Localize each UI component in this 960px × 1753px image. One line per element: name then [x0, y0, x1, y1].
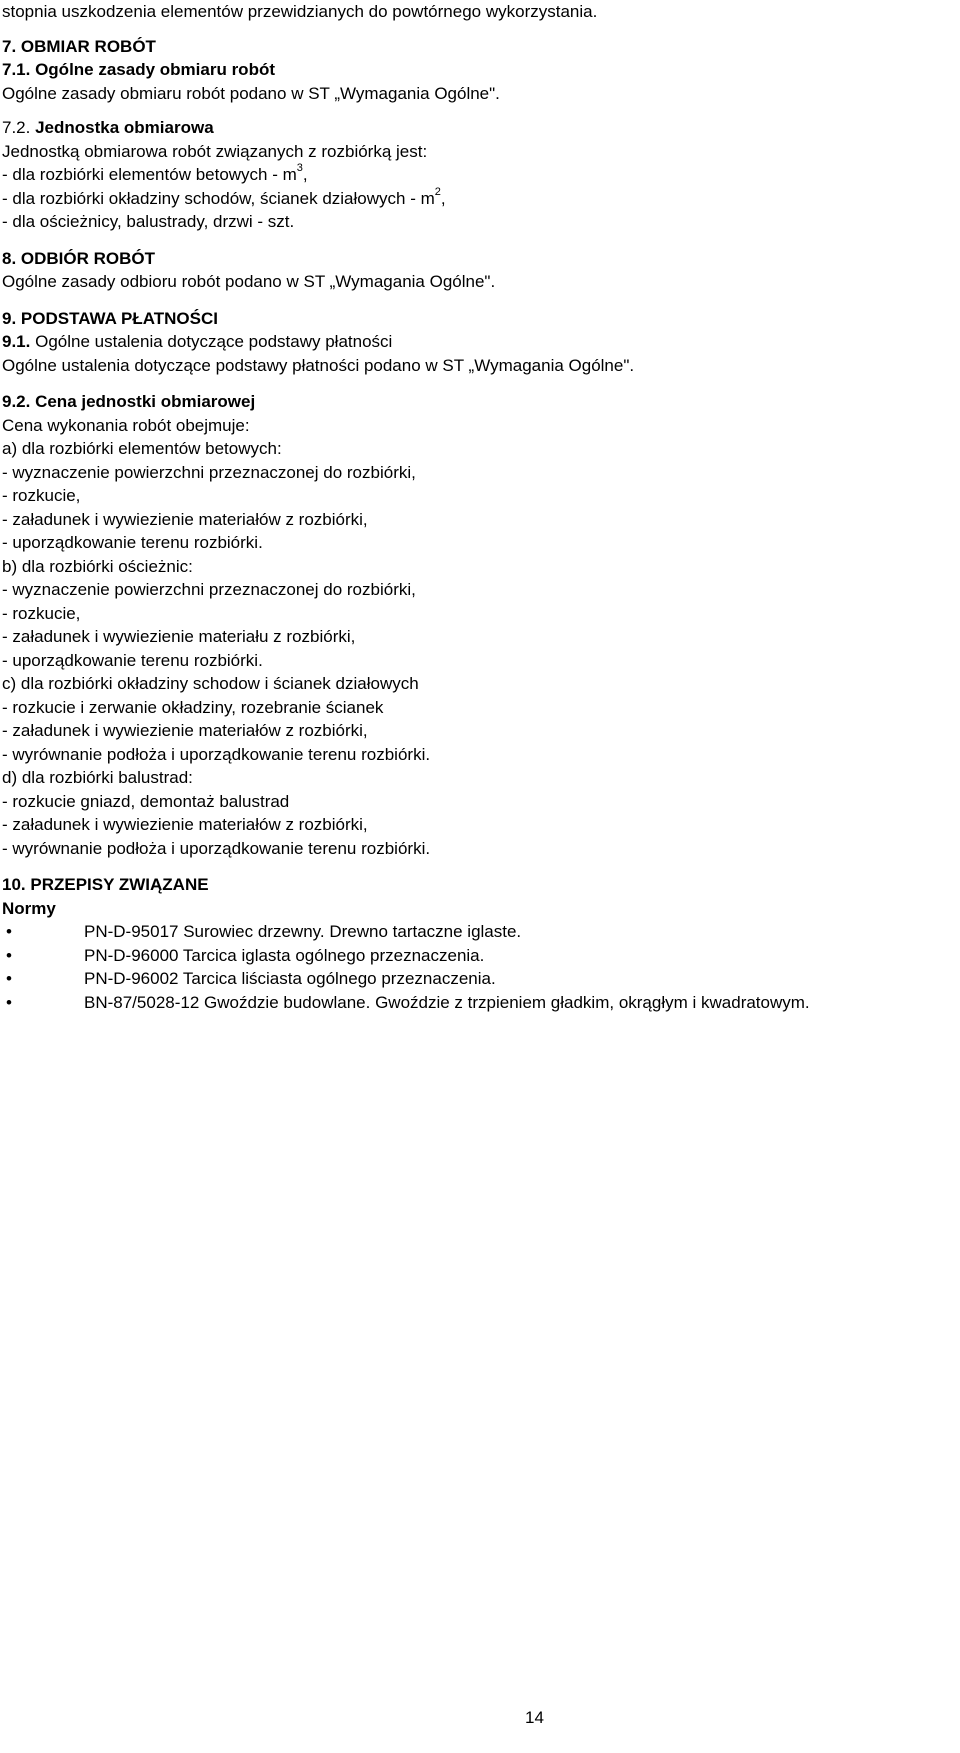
price-line: - załadunek i wywiezienie materiałów z rozbiórki,: [2, 815, 368, 834]
bullet-icon: •: [6, 992, 12, 1012]
norm-text: PN-D-96000 Tarcica iglasta ogólnego przeznaczenia.: [84, 945, 485, 965]
price-line: a) dla rozbiórki elementów betowych:: [2, 439, 282, 458]
price-line: - uporządkowanie terenu rozbiórki.: [2, 650, 263, 670]
document-page: [2, 0, 957, 1014]
price-line: Cena wykonania robót obejmuje:: [2, 415, 250, 435]
price-line: - wyrównanie podłoża i uporządkowanie terenu rozbiórki.: [2, 838, 431, 858]
norm-text: BN-87/5028-12 Gwoździe budowlane. Gwoździe z trzpieniem gładkim, okrągłym i kwadratowym.: [84, 992, 810, 1012]
section-7-2-intro: Jednostką obmiarowa robót związanych z rozbiórką jest:: [2, 141, 428, 161]
price-line: - wyznaczenie powierzchni przeznaczonej do rozbiórki,: [2, 462, 416, 482]
section-7-1-heading: 7.1. Ogólne zasady obmiaru robót: [2, 60, 275, 79]
list-item: [2, 920, 957, 944]
section-9-2-body: [2, 414, 957, 861]
section-9-1-heading: [2, 330, 957, 354]
price-line: - rozkucie,: [2, 486, 81, 505]
price-line: - załadunek i wywiezienie materiałów z rozbiórki,: [2, 509, 368, 529]
unit-line-cladding: - dla rozbiórki okładziny schodów, ścianek działowych - $m^2$,: [2, 185, 446, 208]
list-item: [2, 991, 957, 1015]
section-7-2-number: 7.2.: [2, 118, 31, 137]
price-line: - wyrównanie podłoża i uporządkowanie terenu rozbiórki.: [2, 744, 431, 764]
section-9-1-title: Ogólne ustalenia dotyczące podstawy płatności: [35, 332, 393, 351]
price-line: - uporządkowanie terenu rozbiórki.: [2, 533, 263, 552]
section-9-1-text: Ogólne ustalenia dotyczące podstawy płatności podano w ST „Wymagania Ogólne".: [2, 355, 635, 375]
section-7-2-title: Jednostka obmiarowa: [35, 118, 214, 137]
section-7-heading: 7. OBMIAR ROBÓT: [2, 36, 156, 56]
page-number: 14: [525, 1708, 544, 1727]
unit-line-frames: - dla ościeżnicy, balustrady, drzwi - szt.: [2, 212, 295, 231]
norms-heading: Normy: [2, 898, 56, 918]
price-line: - rozkucie,: [2, 603, 81, 623]
norm-text: PN-D-95017 Surowiec drzewny. Drewno tartaczne iglaste.: [84, 922, 522, 941]
norm-text: PN-D-96002 Tarcica liściasta ogólnego przeznaczenia.: [84, 969, 496, 988]
price-line: - załadunek i wywiezienie materiału z rozbiórki,: [2, 627, 356, 646]
section-8-text: Ogólne zasady odbioru robót podano w ST „Wymagania Ogólne".: [2, 272, 496, 291]
price-line: - załadunek i wywiezienie materiałów z rozbiórki,: [2, 721, 368, 740]
section-7-1-text: Ogólne zasady obmiaru robót podano w ST „Wymagania Ogólne".: [2, 83, 500, 103]
list-item: [2, 944, 957, 968]
price-line: c) dla rozbiórki okładziny schodow i ścianek działowych: [2, 674, 419, 693]
list-item: [2, 967, 957, 991]
section-9-2-heading: 9.2. Cena jednostki obmiarowej: [2, 392, 256, 411]
price-line: b) dla rozbiórki ościeżnic:: [2, 556, 193, 576]
section-10-heading: 10. PRZEPISY ZWIĄZANE: [2, 875, 209, 894]
section-8-heading: 8. ODBIÓR ROBÓT: [2, 248, 156, 268]
price-line: - wyznaczenie powierzchni przeznaczonej do rozbiórki,: [2, 580, 416, 599]
top-line: stopnia uszkodzenia elementów przewidzianych do powtórnego wykorzystania.: [2, 2, 598, 21]
price-line: - rozkucie gniazd, demontaż balustrad: [2, 791, 290, 811]
bullet-icon: •: [6, 922, 12, 941]
price-line: d) dla rozbiórki balustrad:: [2, 768, 193, 787]
bullet-icon: •: [6, 945, 12, 965]
section-9-1-number: 9.1.: [2, 332, 31, 351]
price-line: - rozkucie i zerwanie okładziny, rozebranie ścianek: [2, 697, 384, 717]
section-7-2-heading: [2, 116, 957, 140]
section-9-heading: 9. PODSTAWA PŁATNOŚCI: [2, 308, 218, 328]
bullet-icon: •: [6, 969, 12, 988]
unit-line-concrete: - dla rozbiórki elementów betowych - $m^3$,: [2, 162, 308, 184]
norms-list: [2, 920, 957, 1014]
